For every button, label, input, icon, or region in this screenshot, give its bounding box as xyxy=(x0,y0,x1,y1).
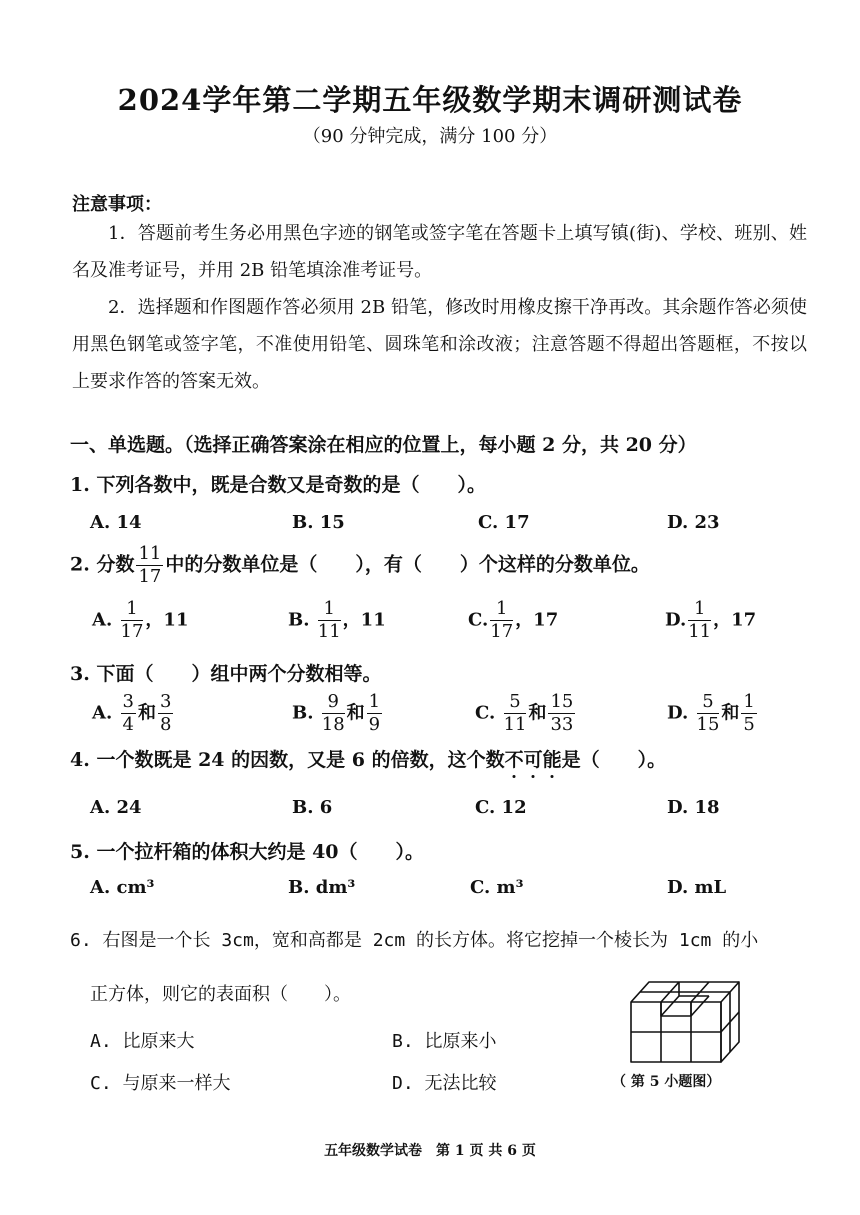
q1-option-a: A. 14 xyxy=(90,512,142,533)
q3-c-den1: 11 xyxy=(503,714,527,735)
q6-line1-text: 6. 右图是一个长 3cm，宽和高都是 2cm 的长方体。将它挖掉一个棱长为 1cm 的小 xyxy=(70,930,759,951)
q6-line2-text: 正方体，则它的表面积（ ）。 xyxy=(90,984,351,1005)
q3-c-fraction-1 xyxy=(504,693,527,734)
question-3: 3. 下面（ ）组中两个分数相等。 xyxy=(70,663,382,685)
q4-emph-2: 可 xyxy=(524,745,543,772)
q2-d-den: 11 xyxy=(688,621,712,642)
note-item-1: 1．答题前考生务必用黑色字迹的钢笔或签字笔在答题卡上填写镇(街)、学校、班别、姓名及准考证号，并用 2B 铅笔填涂准考证号。 xyxy=(72,223,807,281)
q1-option-b: B. 15 xyxy=(292,512,345,533)
q2-d-num: 1 xyxy=(688,600,711,621)
question-1: 1. 下列各数中，既是合数又是奇数的是（ ）。 xyxy=(70,474,486,496)
q4-emph-1: 不 xyxy=(505,745,524,772)
q4-option-c: C. 12 xyxy=(475,797,527,818)
q2-a-fraction xyxy=(121,600,144,641)
q3-b-num1: 9 xyxy=(322,693,345,714)
q3-c-label: C. xyxy=(475,702,496,724)
question-6-line-1 xyxy=(70,926,758,952)
question-4 xyxy=(70,745,666,772)
q3-d-den2: 5 xyxy=(743,714,755,735)
q3-option-a xyxy=(92,693,175,734)
page-subtitle: （90 分钟完成，满分 100 分） xyxy=(302,126,558,147)
q2-b-den: 11 xyxy=(317,621,341,642)
q2-a-num: 1 xyxy=(121,600,144,621)
q3-c-joiner: 和 xyxy=(528,702,547,724)
question-2 xyxy=(70,545,650,586)
q2-option-a xyxy=(92,600,188,641)
cuboid-figure xyxy=(625,972,745,1067)
q4-pre: 4. 一个数既是 24 的因数，又是 6 的倍数，这个数 xyxy=(70,749,505,771)
q2-c-den: 17 xyxy=(490,621,514,642)
q2-frac-numerator: 11 xyxy=(138,543,162,564)
q2-c-num: 1 xyxy=(490,600,513,621)
q1-option-c: C. 17 xyxy=(478,512,530,533)
q3-b-fraction-2 xyxy=(367,693,382,734)
q2-b-label: B. xyxy=(288,609,310,631)
q3-c-fraction-2 xyxy=(548,693,575,734)
q3-option-c xyxy=(475,693,577,734)
q3-c-num2: 15 xyxy=(550,691,574,712)
section-heading: 一、单选题。（选择正确答案涂在相应的位置上，每小题 2 分，共 20 分） xyxy=(70,434,697,456)
q3-option-d xyxy=(667,693,759,734)
q2-option-b xyxy=(288,600,386,641)
q5-option-a: A. cm³ xyxy=(90,877,155,898)
q3-c-den2: 33 xyxy=(550,714,574,735)
q2-a-tail: ，11 xyxy=(145,609,189,631)
q6-option-a: A. 比原来大 xyxy=(90,1031,195,1052)
q3-a-den2: 8 xyxy=(159,714,172,735)
q3-b-num2: 1 xyxy=(368,691,381,712)
q6-option-d: D. 无法比较 xyxy=(392,1073,497,1094)
q2-frac-denominator: 17 xyxy=(138,566,162,587)
q3-a-num2: 3 xyxy=(159,691,172,712)
q3-a-fraction-2 xyxy=(158,693,173,734)
q2-b-tail: ，11 xyxy=(342,609,386,631)
q2-b-fraction xyxy=(318,600,341,641)
q2-c-tail: ，17 xyxy=(515,609,559,631)
q3-d-den1: 15 xyxy=(696,714,720,735)
q3-a-fraction-1 xyxy=(121,693,136,734)
q3-a-label: A. xyxy=(92,702,113,724)
page-footer: 五年级数学试卷 第 1 页 共 6 页 xyxy=(324,1143,536,1159)
question-5: 5. 一个拉杆箱的体积大约是 40（ ）。 xyxy=(70,841,425,863)
q4-post: 是（ ）。 xyxy=(561,749,667,771)
q2-c-fraction xyxy=(490,600,513,641)
q3-d-fraction-1 xyxy=(697,693,720,734)
q5-option-c: C. m³ xyxy=(470,877,524,898)
q1-option-d: D. 23 xyxy=(667,512,720,533)
q2-a-label: A. xyxy=(92,609,113,631)
q6-option-c: C. 与原来一样大 xyxy=(90,1073,231,1094)
q3-a-den1: 4 xyxy=(122,714,134,735)
q4-option-a: A. 24 xyxy=(90,797,142,818)
q2-d-tail: ，17 xyxy=(713,609,757,631)
question-6-line-2 xyxy=(90,980,351,1006)
q2-b-num: 1 xyxy=(318,600,341,621)
q2-pre: 2. 分数 xyxy=(70,553,135,576)
q3-d-joiner: 和 xyxy=(721,702,740,724)
q3-option-b xyxy=(292,693,384,734)
q3-d-fraction-2 xyxy=(741,693,756,734)
q2-d-fraction xyxy=(688,600,711,641)
q2-a-den: 17 xyxy=(120,621,144,642)
note-item-2: 2．选择题和作图题作答必须用 2B 铅笔，修改时用橡皮擦干净再改。其余题作答必须使用黑色钢笔或签字笔，不准使用铅笔、圆珠笔和涂改液；注意答题不得超出答题框，不按以上要求作答的答案无效。 xyxy=(72,297,807,392)
q3-b-den1: 18 xyxy=(321,714,345,735)
q3-b-label: B. xyxy=(292,702,314,724)
q2-post: 中的分数单位是（ ），有（ ）个这样的分数单位。 xyxy=(165,553,650,576)
q3-d-num1: 5 xyxy=(697,693,720,714)
q5-option-d: D. mL xyxy=(667,877,727,898)
q6-option-b: B. 比原来小 xyxy=(392,1031,497,1052)
figure-caption: （ 第 5 小题图） xyxy=(612,1074,721,1090)
q2-option-c xyxy=(468,600,558,641)
q3-c-num1: 5 xyxy=(504,693,527,714)
q3-b-den2: 9 xyxy=(368,714,381,735)
q2-option-d xyxy=(665,600,756,641)
notes-heading: 注意事项： xyxy=(72,194,162,215)
q4-option-d: D. 18 xyxy=(667,797,720,818)
q2-fraction xyxy=(136,545,163,586)
q4-emph-3: 能 xyxy=(543,745,562,772)
q5-option-b: B. dm³ xyxy=(288,877,356,898)
q2-d-label: D. xyxy=(665,609,687,631)
q3-a-joiner: 和 xyxy=(137,702,156,724)
q3-b-joiner: 和 xyxy=(346,702,365,724)
q3-a-num1: 3 xyxy=(122,691,134,712)
q3-d-label: D. xyxy=(667,702,689,724)
q3-d-num2: 1 xyxy=(743,691,755,712)
page-title: 2024学年第二学期五年级数学期末调研测试卷 xyxy=(117,83,743,117)
q4-option-b: B. 6 xyxy=(292,797,333,818)
q2-c-label: C. xyxy=(468,609,489,631)
q3-b-fraction-1 xyxy=(322,693,345,734)
